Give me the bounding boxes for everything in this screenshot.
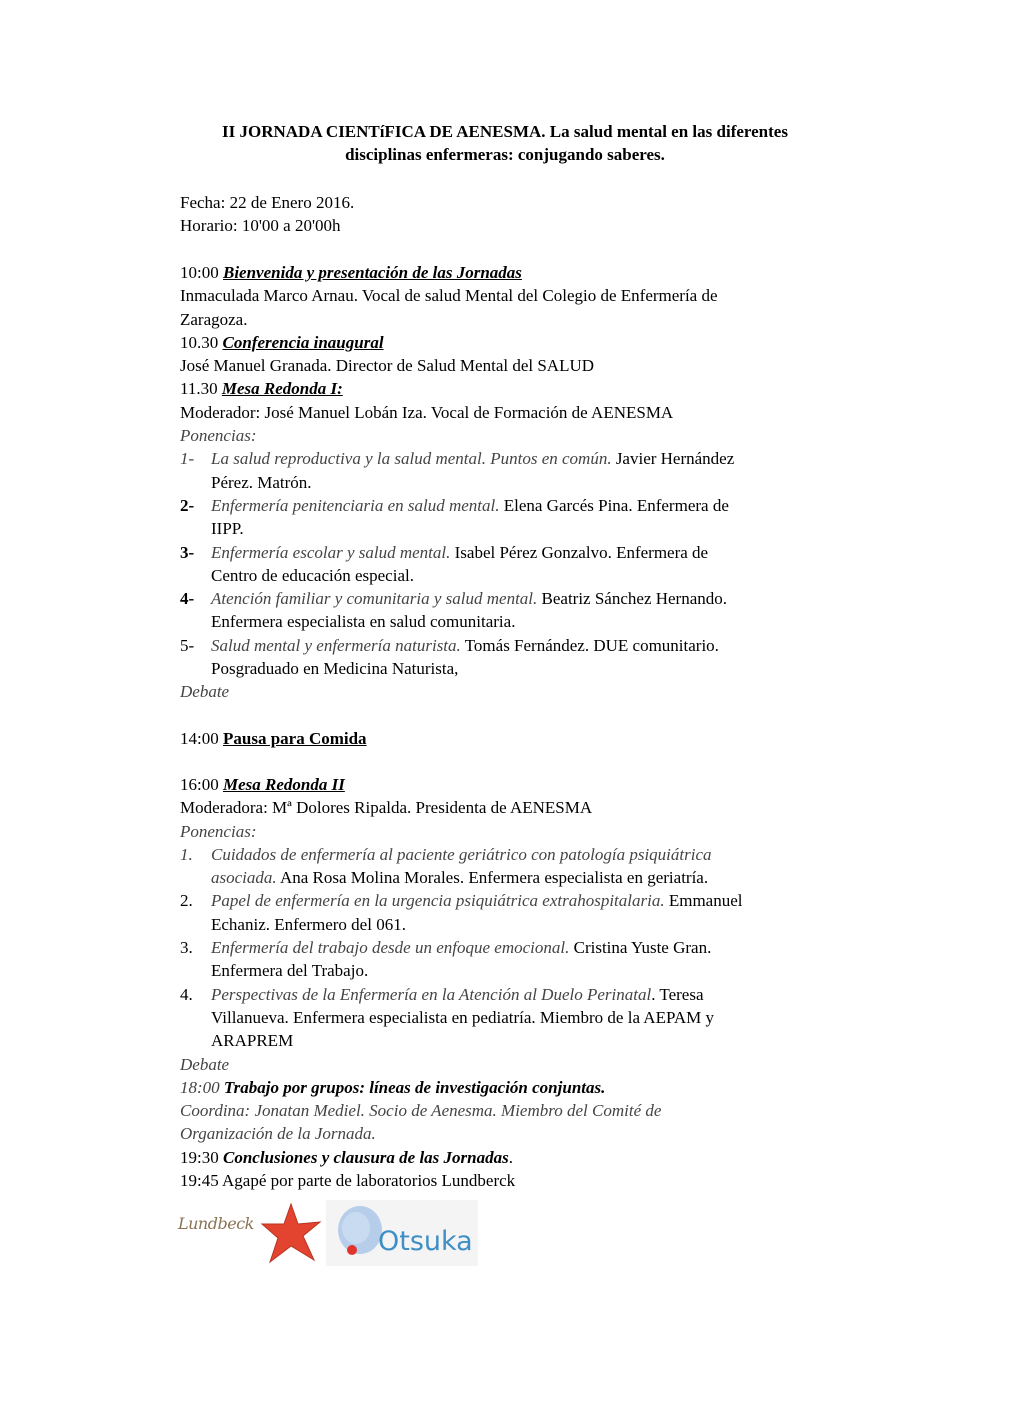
item-title: Enfermería escolar y salud mental.	[211, 542, 451, 562]
list-item	[180, 447, 860, 494]
title-line-2: disciplinas enfermeras: conjugando saberes.	[345, 145, 665, 164]
session-text: José Manuel Granada. Director de Salud Mental del SALUD	[180, 356, 595, 376]
session-pausa	[180, 727, 860, 750]
session-time: 14:00	[180, 728, 219, 748]
item-speaker: Centro de educación especial.	[211, 565, 414, 585]
list-item	[180, 936, 860, 983]
item-title: Perspectivas de la Enfermería en la Atención al Duelo Perinatal	[211, 984, 652, 1004]
session-text: Zaragoza.	[180, 309, 248, 329]
session-trabajo-grupos	[180, 1076, 860, 1099]
session-time: 11.30	[180, 379, 218, 399]
item-speaker: Ana Rosa Molina Morales. Enfermera especialista en geriatría.	[276, 868, 709, 888]
list-item	[180, 541, 860, 588]
starfish-icon	[258, 1200, 324, 1266]
session-conferencia	[180, 331, 860, 354]
item-speaker: Beatriz Sánchez Hernando.	[537, 589, 728, 609]
ponencias-label: Ponencias:	[180, 821, 257, 841]
item-title: Salud mental y enfermería naturista.	[211, 635, 461, 655]
item-number: 1-	[180, 449, 195, 469]
item-number: 3.	[180, 938, 193, 958]
ponencias-label: Ponencias:	[180, 426, 257, 446]
item-speaker: Enfermera especialista en salud comunitaria.	[211, 612, 516, 632]
session-text: Inmaculada Marco Arnau. Vocal de salud Mental del Colegio de Enfermería de	[180, 286, 718, 306]
moderadora: Moderadora: Mª Dolores Ripalda. Presidenta de AENESMA	[180, 798, 593, 818]
item-speaker: Enfermera del Trabajo.	[211, 961, 369, 981]
item-title: Enfermería del trabajo desde un enfoque emocional.	[211, 938, 570, 958]
debate-label: Debate	[180, 682, 230, 702]
list-item	[180, 889, 860, 936]
event-info	[180, 191, 860, 238]
item-title: Atención familiar y comunitaria y salud mental.	[211, 589, 538, 609]
item-speaker: ARAPREM	[211, 1031, 294, 1051]
session-heading: Mesa Redonda I:	[221, 379, 343, 399]
session-heading: Conclusiones y clausura de las Jornadas	[222, 1147, 509, 1167]
session-heading: Mesa Redonda II	[222, 774, 345, 794]
session-heading-tail: .	[508, 1147, 513, 1167]
item-speaker: Echaniz. Enfermero del 061.	[211, 914, 406, 934]
session-heading: Conferencia inaugural	[222, 332, 384, 352]
item-speaker: Elena Garcés Pina. Enfermera de	[499, 495, 729, 515]
coordina: Coordina: Jonatan Mediel. Socio de Aenesma. Miembro del Comité de	[180, 1101, 662, 1121]
session-mesa-2	[180, 773, 860, 796]
list-item	[180, 494, 860, 541]
item-number: 3-	[180, 542, 195, 562]
list-item	[180, 843, 860, 890]
item-number: 2.	[180, 891, 193, 911]
horario: Horario: 10'00 a 20'00h	[180, 216, 341, 236]
session-heading: Trabajo por grupos: líneas de investigación conjuntas.	[223, 1077, 606, 1097]
session-bienvenida	[180, 261, 860, 284]
item-speaker: . Teresa	[651, 984, 704, 1004]
item-speaker: Pérez. Matrón.	[211, 472, 312, 492]
item-speaker: Emmanuel	[664, 891, 743, 911]
item-title: Enfermería penitenciaria en salud mental.	[211, 495, 500, 515]
list-item	[180, 983, 860, 1053]
fecha: Fecha: 22 de Enero 2016.	[180, 193, 355, 212]
session-time: 18:00	[180, 1077, 220, 1097]
item-number: 5-	[180, 635, 195, 655]
list-item	[180, 587, 860, 634]
item-speaker: IIPP.	[211, 519, 244, 539]
session-time: 19:30	[180, 1147, 219, 1167]
list-item	[180, 634, 860, 681]
item-speaker: Tomás Fernández. DUE comunitario.	[460, 635, 719, 655]
item-speaker: Cristina Yuste Gran.	[569, 938, 712, 958]
item-title: Cuidados de enfermería al paciente geriátrico con patología psiquiátrica	[211, 844, 712, 864]
item-title: Papel de enfermería en la urgencia psiquiátrica extrahospitalaria.	[211, 891, 665, 911]
item-title: asociada.	[211, 868, 277, 888]
item-title: La salud reproductiva y la salud mental. Puntos en común.	[211, 449, 612, 469]
session-time: 10:00	[180, 263, 219, 282]
session-time: 10.30	[180, 332, 219, 352]
sponsor-logos	[178, 1200, 488, 1266]
moderador: Moderador: José Manuel Lobán Iza. Vocal de Formación de AENESMA	[180, 402, 674, 422]
otsuka-wordmark: Otsuka	[378, 1226, 473, 1257]
item-number: 2-	[180, 495, 195, 515]
session-heading: Bienvenida y presentación de las Jornadas	[222, 263, 522, 282]
otsuka-logo	[326, 1200, 478, 1266]
item-speaker: Posgraduado en Medicina Naturista,	[211, 659, 459, 679]
coordina: Organización de la Jornada.	[180, 1124, 376, 1144]
item-number: 4-	[180, 589, 195, 609]
item-speaker: Isabel Pérez Gonzalvo. Enfermera de	[450, 542, 709, 562]
debate-label: Debate	[180, 1054, 230, 1074]
session-mesa-1	[180, 377, 860, 400]
schedule	[180, 261, 860, 1192]
session-time: 16:00	[180, 774, 219, 794]
title-line-1: II JORNADA CIENTíFICA DE AENESMA. La salud mental en las diferentes	[222, 122, 788, 141]
item-number: 4.	[180, 984, 193, 1004]
document-title	[150, 120, 860, 166]
lundbeck-logo: Lundbeck	[178, 1214, 254, 1233]
item-number: 1.	[180, 844, 193, 864]
session-conclusiones	[180, 1146, 860, 1169]
item-speaker: Javier Hernández	[611, 449, 735, 469]
item-speaker: Villanueva. Enfermera especialista en pediatría. Miembro de la AEPAM y	[211, 1007, 714, 1027]
session-agape: 19:45 Agapé por parte de laboratorios Lundberck	[180, 1170, 516, 1190]
session-heading: Pausa para Comida	[222, 728, 367, 748]
